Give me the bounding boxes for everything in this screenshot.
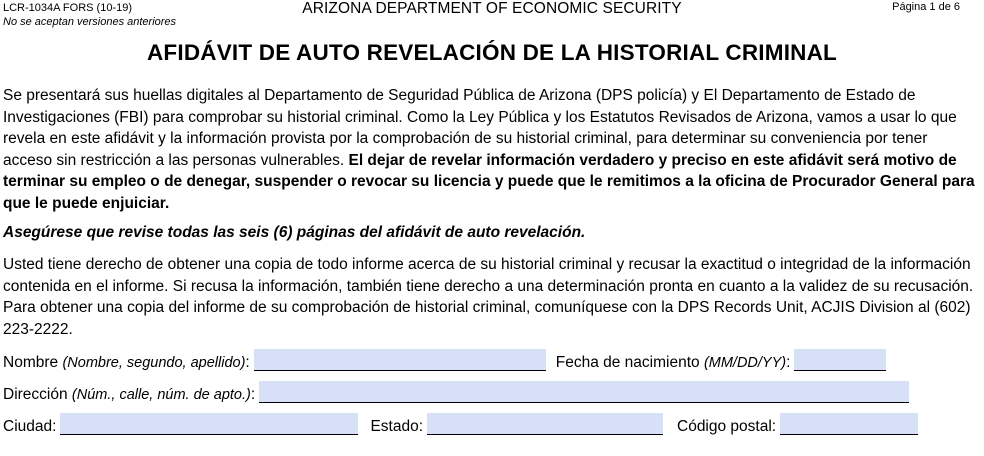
form-number: LCR-1034A FORS (10-19) bbox=[3, 2, 132, 14]
disclosure-text: Se presentará sus huellas digitales al Departamento de Seguridad Pública de Arizona (DPS policía) y El Departamento de Estado de Investigaciones (FBI) para comprobar su historial criminal. Como la Ley Pública y los Estatutos Revisados de Arizona, vamos a usar lo que revela en este afidávit y la información provista por la comprobación de su historial criminal, para determinar su conveniencia por tener acceso sin restricción a las personas vulnerables. bbox=[3, 87, 957, 169]
zip-label: Código postal: bbox=[677, 418, 777, 435]
address-field[interactable] bbox=[259, 381, 909, 403]
page-number: Página 1 de 6 bbox=[892, 1, 960, 13]
rights-paragraph: Usted tiene derecho de obtener una copia de todo informe acerca de su historial criminal y recusar la exactitud o integridad de la información contenida en el informe. Si recusa la información, también tiene derecho a una determinación pronta en cuanto a la validez de su recusación. Para obtener una copia del informe de su comprobación de historial criminal, comuníquese con la DPS Records Unit, ACJIS Division al (602) 223-2222. bbox=[3, 256, 974, 338]
city-label: Ciudad: bbox=[3, 418, 57, 435]
name-label: Nombre (Nombre, segundo, apellido): bbox=[3, 354, 250, 371]
dob-label: Fecha de nacimiento (MM/DD/YY): bbox=[555, 354, 791, 371]
dob-field[interactable] bbox=[794, 349, 886, 371]
address-row bbox=[3, 382, 961, 406]
city-field[interactable] bbox=[60, 413, 358, 435]
form-version-note: No se aceptan versiones anteriores bbox=[3, 16, 177, 28]
document-title: AFIDÁVIT DE AUTO REVELACIÓN DE LA HISTORIAL CRIMINAL bbox=[146, 40, 837, 65]
address-label: Dirección (Núm., calle, núm. de apto.): bbox=[3, 386, 256, 403]
review-instruction: Asegúrese que revise todas las seis (6) páginas del afidávit de auto revelación. bbox=[3, 224, 586, 241]
name-field[interactable] bbox=[254, 349, 546, 371]
name-dob-row bbox=[3, 350, 961, 374]
state-field[interactable] bbox=[427, 413, 663, 435]
warning-text: El dejar de revelar información verdadero y preciso en este afidávit será motivo de terminar su empleo o de denegar, suspender o revocar su licencia y puede que le remitimos a la oficina de Procurador General para que le puede enjuiciar. bbox=[3, 151, 975, 212]
state-label: Estado: bbox=[370, 418, 423, 435]
disclosure-paragraph bbox=[3, 85, 975, 214]
agency-name: ARIZONA DEPARTMENT OF ECONOMIC SECURITY bbox=[302, 0, 682, 17]
city-state-zip-row bbox=[3, 414, 961, 438]
zip-field[interactable] bbox=[780, 413, 918, 435]
